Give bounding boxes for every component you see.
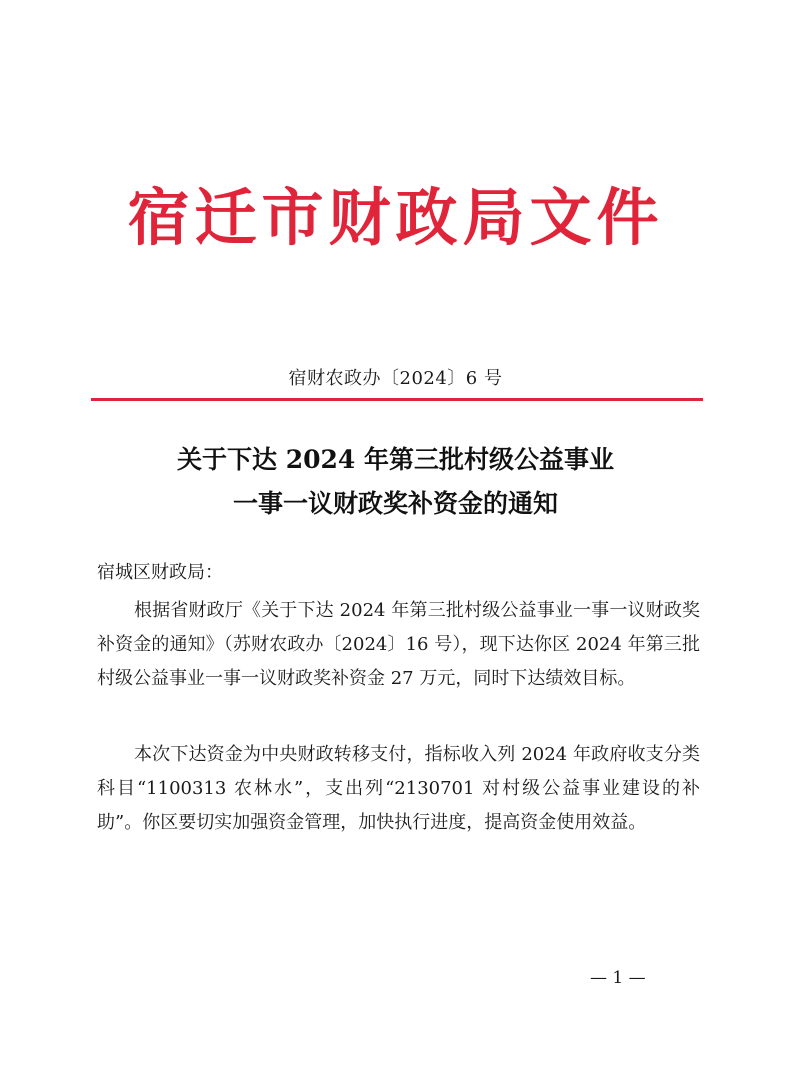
notice-title: [0, 438, 791, 526]
notice-title-line-2: 一事一议财政奖补资金的通知: [232, 489, 558, 518]
document-number: 宿财农政办〔2024〕6 号: [288, 368, 503, 389]
page-number: — 1 —: [590, 968, 646, 988]
red-separator-line: [91, 398, 703, 401]
masthead-title: 宿迁市财政局文件: [127, 181, 664, 254]
salutation: 宿城区财政局：: [97, 562, 223, 583]
notice-title-line-1: 关于下达 2024 年第三批村级公益事业: [177, 445, 614, 474]
body-paragraph-1: 根据省财政厅《关于下达 2024 年第三批村级公益事业一事一议财政奖补资金的通知》（苏财农政办〔2024〕16 号），现下达你区 2024 年第三批村级公益事业一事一议财政奖补资金 27 万元，同时下达绩效目标。: [97, 600, 700, 689]
body-paragraph-2: 本次下达资金为中央财政转移支付，指标收入列 2024 年政府收支分类科目“1100313 农林水”，支出列“2130701 对村级公益事业建设的补助”。你区要切实加强资金管理，加快执行进度，提高资金使用效益。: [97, 744, 700, 833]
